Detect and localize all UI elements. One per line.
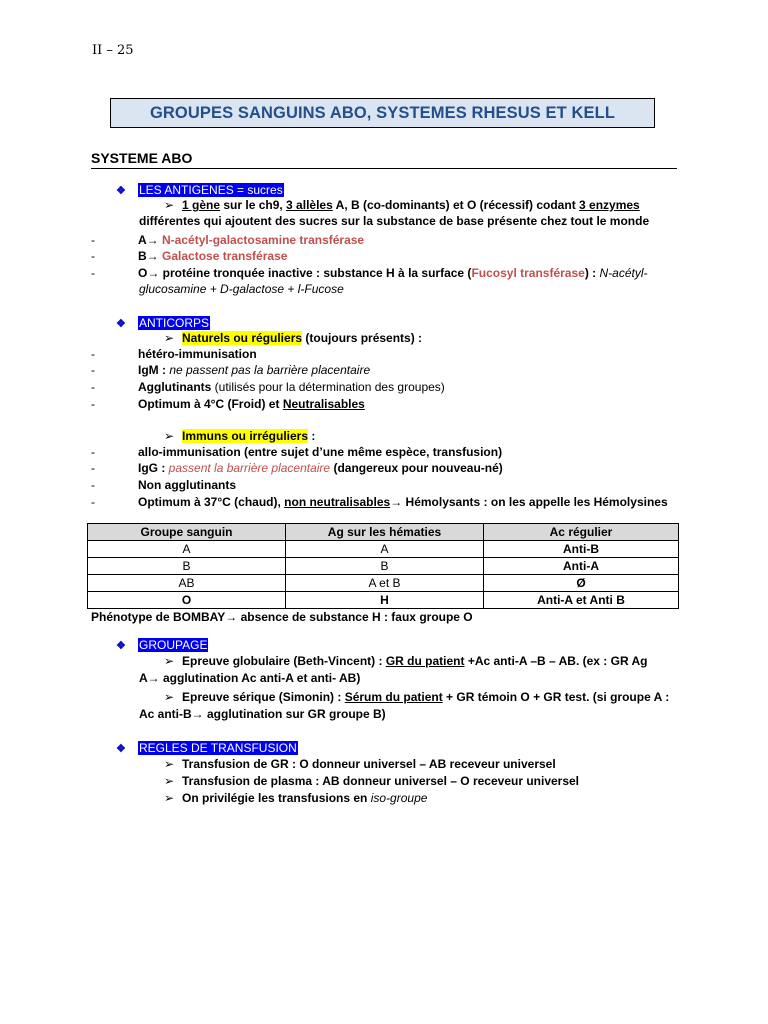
diamond-bullet-icon: ❖ bbox=[116, 318, 126, 330]
table-row bbox=[88, 541, 679, 558]
natural-item-4: - Optimum à 4°C (Froid) et Neutralisables bbox=[91, 397, 365, 411]
transfusion-rule-1: ➢ Transfusion de GR : O donneur universel – AB receveur universel bbox=[164, 757, 556, 771]
natural-item-3: - Agglutinants (utilisés pour la détermination des groupes) bbox=[91, 380, 445, 394]
table-cell: O bbox=[88, 592, 286, 609]
antigens-section-label bbox=[116, 183, 284, 197]
page-title bbox=[110, 98, 655, 128]
transfusion-rule-2: ➢ Transfusion de plasma : AB donneur universel – O receveur universel bbox=[164, 774, 580, 788]
groupage-item-2: ➢ Epreuve sérique (Simonin) : Sérum du patient + GR témoin O + GR test. (si groupe A : bbox=[164, 690, 670, 704]
right-arrow-icon: → bbox=[390, 495, 403, 509]
antibodies-label: ANTICORPS bbox=[139, 316, 210, 330]
antigen-b-item: - B→ Galactose transférase bbox=[91, 249, 288, 263]
table-row bbox=[88, 558, 679, 575]
antibodies-section-label bbox=[116, 316, 210, 330]
groupage-label: GROUPAGE bbox=[139, 638, 208, 652]
transfusion-section-label bbox=[116, 741, 298, 755]
arrowhead-bullet-icon: ➢ bbox=[164, 429, 175, 443]
groupage-item-2-line-2: Ac anti-B→ agglutination sur GR groupe B) bbox=[139, 707, 386, 721]
natural-antibodies-heading: ➢ Naturels ou réguliers (toujours présents) : bbox=[164, 331, 423, 345]
immune-item-4: - Optimum à 37°C (chaud), non neutralisables→ Hémolysants : on les appelle les Hémolysines bbox=[91, 495, 668, 509]
natural-item-1: - hétéro-immunisation bbox=[91, 347, 257, 361]
immune-item-2: - IgG : passent la barrière placentaire (dangereux pour nouveau-né) bbox=[91, 461, 503, 475]
arrowhead-bullet-icon: ➢ bbox=[164, 690, 175, 704]
table-cell: Anti-B bbox=[484, 541, 679, 558]
arrowhead-bullet-icon: ➢ bbox=[164, 791, 175, 805]
groupage-section-label bbox=[116, 638, 208, 652]
right-arrow-icon: → bbox=[146, 249, 159, 263]
page-title-text: GROUPES SANGUINS ABO, SYSTEMES RHESUS ET KELL bbox=[149, 103, 616, 122]
table-cell: B bbox=[88, 558, 286, 575]
blood-group-table bbox=[87, 523, 679, 609]
right-arrow-icon: → bbox=[191, 707, 204, 721]
antigens-line-1: ➢ 1 gène sur le ch9, 3 allèles A, B (co-dominants) et O (récessif) codant 3 enzymes bbox=[164, 198, 640, 212]
table-cell: H bbox=[286, 592, 484, 609]
table-cell: B bbox=[286, 558, 484, 575]
arrowhead-bullet-icon: ➢ bbox=[164, 331, 175, 345]
table-cell: AB bbox=[88, 575, 286, 592]
table-cell: A bbox=[88, 541, 286, 558]
table-header-row bbox=[88, 524, 679, 541]
diamond-bullet-icon: ❖ bbox=[116, 185, 126, 197]
antigens-line-2: différentes qui ajoutent des sucres sur la substance de base présente chez tout le monde bbox=[139, 214, 650, 228]
table-cell: Anti-A bbox=[484, 558, 679, 575]
antigen-a-item: - A→ N-acétyl-galactosamine transférase bbox=[91, 233, 365, 247]
right-arrow-icon: → bbox=[225, 610, 238, 624]
page-number: II – 25 bbox=[92, 43, 134, 58]
heading-rule bbox=[91, 168, 677, 169]
right-arrow-icon: → bbox=[146, 233, 159, 247]
arrowhead-bullet-icon: ➢ bbox=[164, 774, 175, 788]
table-row bbox=[88, 575, 679, 592]
table-header-cell: Groupe sanguin bbox=[88, 524, 286, 541]
antigens-label: LES ANTIGENES = sucres bbox=[139, 183, 283, 197]
table-cell: Ø bbox=[484, 575, 679, 592]
table-header-cell: Ag sur les hématies bbox=[286, 524, 484, 541]
arrowhead-bullet-icon: ➢ bbox=[164, 757, 175, 771]
groupage-item-1: ➢ Epreuve globulaire (Beth-Vincent) : GR du patient +Ac anti-A –B – AB. (ex : GR Ag bbox=[164, 654, 648, 668]
arrowhead-bullet-icon: ➢ bbox=[164, 198, 175, 212]
immune-item-3: - Non agglutinants bbox=[91, 478, 236, 492]
diamond-bullet-icon: ❖ bbox=[116, 743, 126, 755]
immune-antibodies-heading: ➢ Immuns ou irréguliers : bbox=[164, 429, 316, 443]
transfusion-label: REGLES DE TRANSFUSION bbox=[139, 741, 297, 755]
right-arrow-icon: → bbox=[147, 266, 160, 280]
table-cell: A bbox=[286, 541, 484, 558]
groupage-item-1-line-2: A→ agglutination Ac anti-A et anti- AB) bbox=[139, 671, 361, 685]
natural-item-2: - IgM : ne passent pas la barrière placentaire bbox=[91, 363, 371, 377]
antigen-o-item: - O→ protéine tronquée inactive : substance H à la surface (Fucosyl transférase) : N-acétyl- bbox=[91, 266, 648, 280]
section-heading-abo: SYSTEME ABO bbox=[91, 150, 193, 166]
immune-item-1: - allo-immunisation (entre sujet d’une même espèce, transfusion) bbox=[91, 445, 503, 459]
arrowhead-bullet-icon: ➢ bbox=[164, 654, 175, 668]
antigen-o-item-line-2: glucosamine + D-galactose + l-Fucose bbox=[139, 282, 344, 296]
table-row bbox=[88, 592, 679, 609]
bombay-phenotype-line: Phénotype de BOMBAY→ absence de substance H : faux groupe O bbox=[91, 610, 473, 624]
diamond-bullet-icon: ❖ bbox=[116, 640, 126, 652]
table-cell: Anti-A et Anti B bbox=[484, 592, 679, 609]
transfusion-rule-3: ➢ On privilégie les transfusions en iso-groupe bbox=[164, 791, 428, 805]
right-arrow-icon: → bbox=[147, 671, 160, 685]
table-cell: A et B bbox=[286, 575, 484, 592]
table-header-cell: Ac régulier bbox=[484, 524, 679, 541]
